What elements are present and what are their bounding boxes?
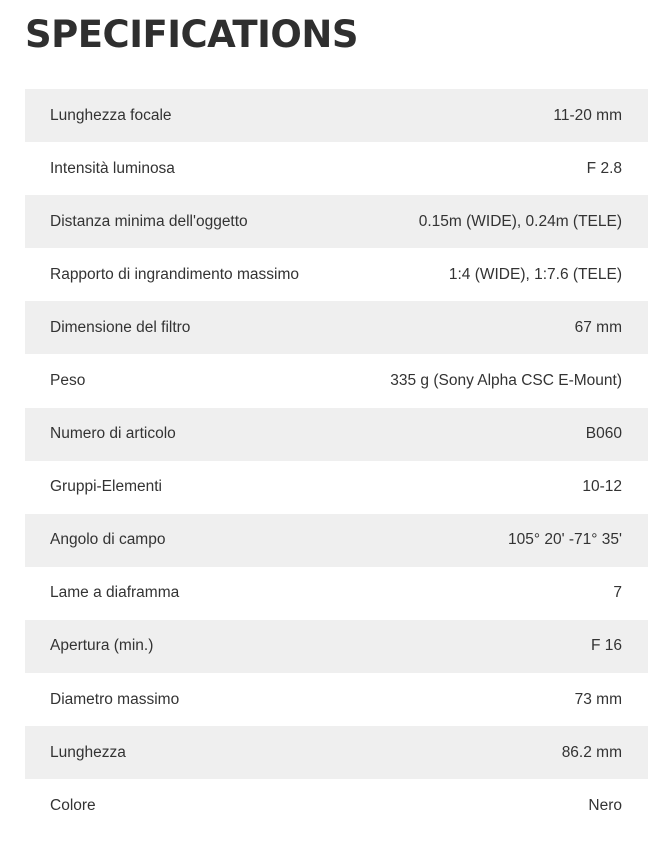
spec-row <box>25 408 648 461</box>
spec-row <box>25 779 648 832</box>
spec-label: Lunghezza <box>50 743 126 761</box>
spec-row <box>25 567 648 620</box>
spec-value: 335 g (Sony Alpha CSC E-Mount) <box>390 372 622 390</box>
spec-value: F 2.8 <box>586 159 622 177</box>
spec-label: Intensità luminosa <box>50 159 175 177</box>
spec-label: Numero di articolo <box>50 425 176 443</box>
spec-value: F 16 <box>590 637 622 655</box>
spec-label: Lunghezza focale <box>50 106 172 124</box>
spec-row <box>25 248 648 301</box>
spec-value: 10-12 <box>582 478 622 496</box>
spec-row <box>25 461 648 514</box>
spec-label: Apertura (min.) <box>50 637 154 655</box>
spec-value: 0.15m (WIDE), 0.24m (TELE) <box>418 212 622 230</box>
spec-label: Gruppi-Elementi <box>50 478 162 496</box>
spec-row <box>25 354 648 407</box>
spec-label: Lame a diaframma <box>50 584 180 602</box>
spec-row <box>25 673 648 726</box>
spec-row <box>25 89 648 142</box>
spec-label: Colore <box>50 796 96 814</box>
spec-label: Angolo di campo <box>50 531 166 549</box>
spec-value: 1:4 (WIDE), 1:7.6 (TELE) <box>448 265 622 283</box>
spec-value: 86.2 mm <box>561 743 622 761</box>
spec-value: Nero <box>588 796 622 814</box>
spec-value: 11-20 mm <box>553 106 622 124</box>
spec-row <box>25 514 648 567</box>
page-title: SPECIFICATIONS <box>25 13 358 56</box>
spec-label: Rapporto di ingrandimento massimo <box>50 265 299 283</box>
spec-row <box>25 195 648 248</box>
spec-label: Peso <box>50 372 86 390</box>
spec-label: Distanza minima dell'oggetto <box>50 212 248 230</box>
spec-label: Diametro massimo <box>50 690 180 708</box>
spec-label: Dimensione del filtro <box>50 318 191 336</box>
spec-row <box>25 726 648 779</box>
spec-value: 73 mm <box>574 690 622 708</box>
spec-value: 67 mm <box>574 318 622 336</box>
spec-row <box>25 301 648 354</box>
spec-value: B060 <box>585 425 622 443</box>
spec-value: 7 <box>613 584 622 602</box>
spec-row <box>25 142 648 195</box>
spec-row <box>25 620 648 673</box>
spec-value: 105° 20' -71° 35' <box>508 531 622 549</box>
spec-table <box>25 89 648 832</box>
